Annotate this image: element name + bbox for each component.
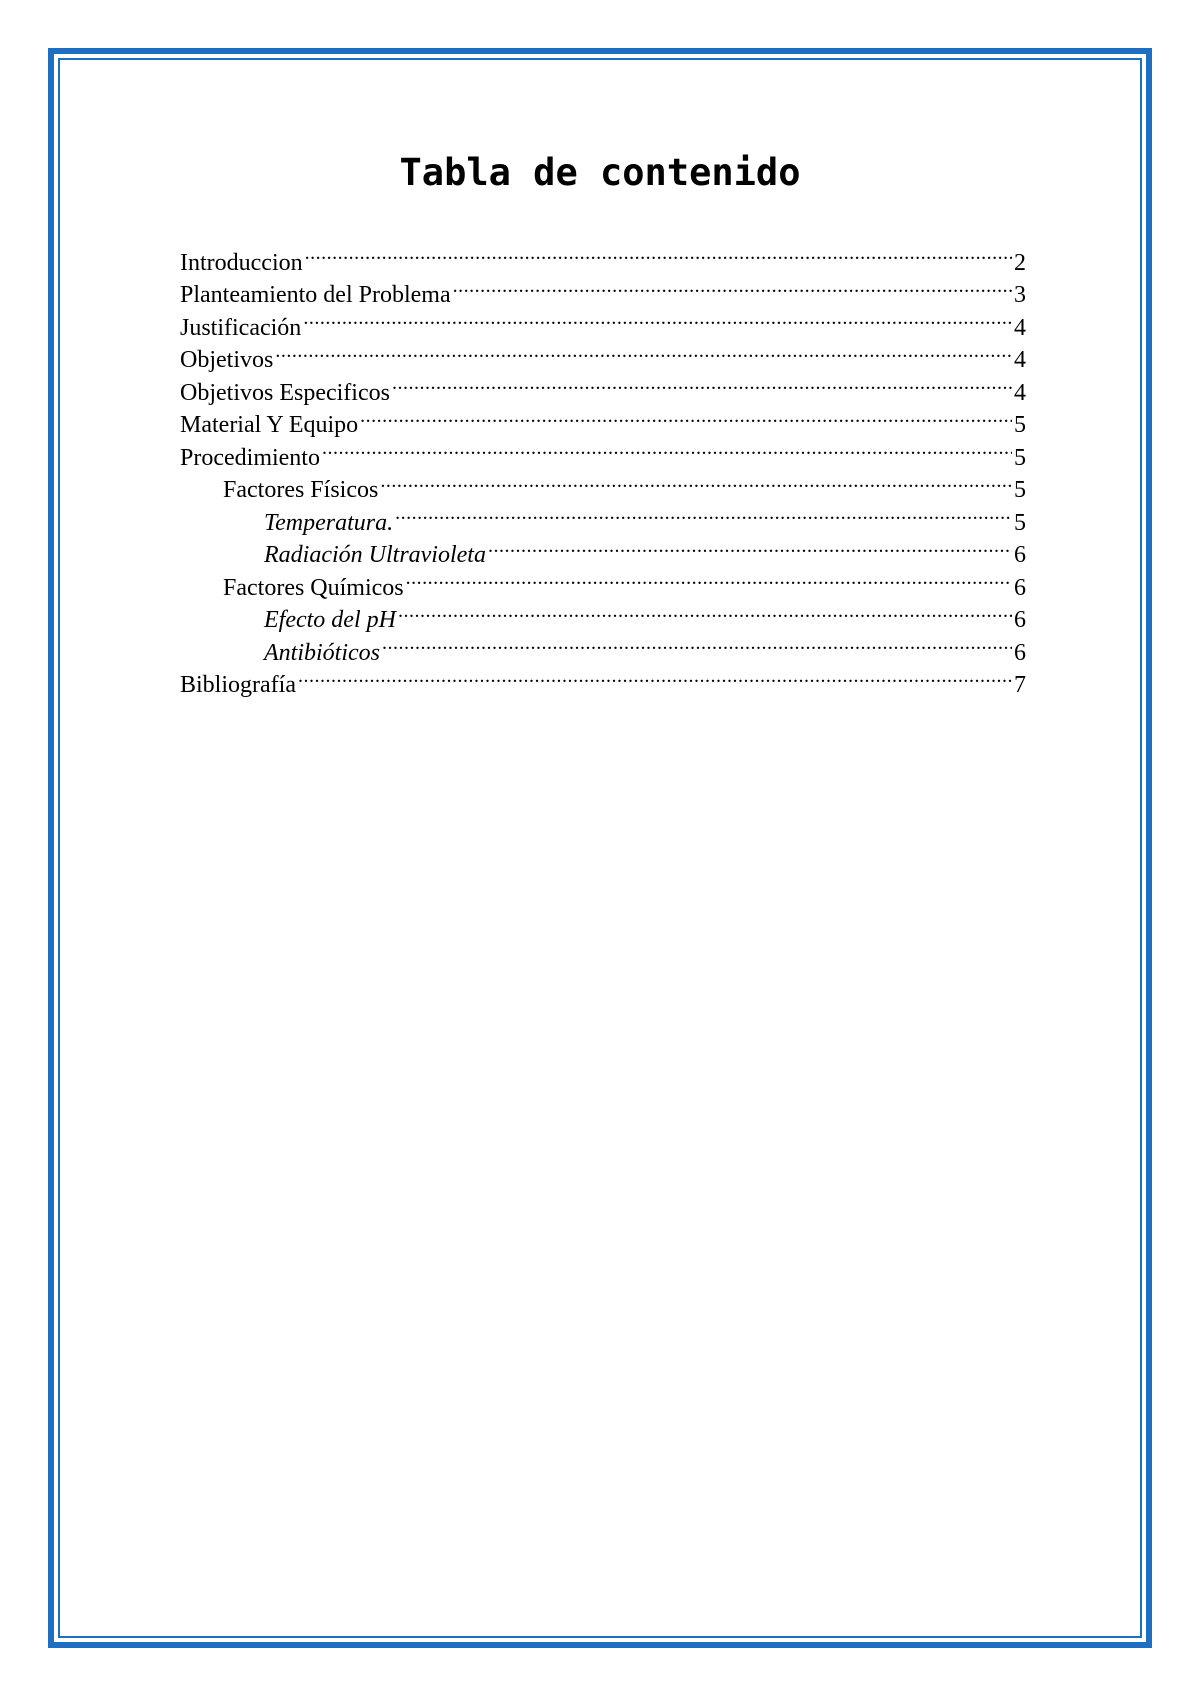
toc-leader-dots bbox=[305, 237, 1012, 270]
toc-entry-label: Planteamiento del Problema bbox=[180, 282, 451, 308]
toc-entry-objetivos[interactable] bbox=[180, 335, 1026, 373]
toc-entry-label: Bibliografía bbox=[180, 672, 296, 698]
toc-leader-dots bbox=[398, 595, 1012, 628]
toc-leader-dots bbox=[275, 335, 1012, 368]
toc-page-number: 6 bbox=[1014, 542, 1026, 568]
toc-entry-label: Objetivos bbox=[180, 347, 274, 373]
toc-entry-label: Radiación Ultravioleta bbox=[264, 542, 486, 568]
toc-entry-label: Antibióticos bbox=[264, 639, 380, 666]
toc-entry-label: Material Y Equipo bbox=[180, 412, 359, 438]
toc-entry-label: Justificación bbox=[180, 314, 302, 341]
toc-page-number: 6 bbox=[1014, 574, 1026, 601]
toc-entry-introduccion[interactable] bbox=[180, 237, 1026, 276]
toc-entry-label: Procedimiento bbox=[180, 444, 320, 471]
toc-leader-dots bbox=[303, 302, 1012, 335]
toc-page-number: 3 bbox=[1014, 282, 1026, 308]
toc-leader-dots bbox=[392, 367, 1012, 400]
toc-leader-dots bbox=[453, 270, 1012, 303]
toc-leader-dots bbox=[395, 497, 1012, 530]
page-title: Tabla de contenido bbox=[399, 151, 801, 194]
toc-entry-label: Objetivos Especificos bbox=[180, 379, 390, 406]
toc-entry-objetivos-especificos[interactable] bbox=[180, 367, 1026, 406]
toc-page-number: 2 bbox=[1014, 249, 1026, 276]
toc-entry-label: Efecto del pH bbox=[264, 607, 396, 633]
toc-leader-dots bbox=[322, 432, 1012, 465]
toc-entry-planteamiento[interactable] bbox=[180, 270, 1026, 308]
toc-page-number: 5 bbox=[1014, 477, 1026, 503]
toc-page-number: 5 bbox=[1014, 412, 1026, 438]
toc-leader-dots bbox=[380, 465, 1012, 498]
toc-page-number: 5 bbox=[1014, 444, 1026, 471]
toc-page-number: 4 bbox=[1014, 314, 1026, 341]
toc-entry-label: Introduccion bbox=[180, 249, 303, 276]
toc-entry-justificacion[interactable] bbox=[180, 302, 1026, 341]
toc-leader-dots bbox=[382, 627, 1012, 660]
toc-page-number: 6 bbox=[1014, 639, 1026, 666]
toc-page-number: 4 bbox=[1014, 347, 1026, 373]
toc-page-number: 4 bbox=[1014, 379, 1026, 406]
toc-page-number: 7 bbox=[1014, 672, 1026, 698]
toc-leader-dots bbox=[298, 660, 1012, 693]
toc-leader-dots bbox=[488, 530, 1012, 563]
toc-entry-label: Factores Químicos bbox=[223, 574, 404, 601]
toc-page-number: 6 bbox=[1014, 607, 1026, 633]
table-of-contents bbox=[180, 237, 1026, 698]
toc-leader-dots bbox=[406, 562, 1012, 595]
toc-entry-bibliografia[interactable] bbox=[180, 660, 1026, 698]
toc-page-number: 5 bbox=[1014, 509, 1026, 536]
toc-leader-dots bbox=[360, 400, 1012, 433]
toc-entry-label: Factores Físicos bbox=[223, 477, 379, 503]
toc-entry-label: Temperatura. bbox=[264, 509, 394, 536]
